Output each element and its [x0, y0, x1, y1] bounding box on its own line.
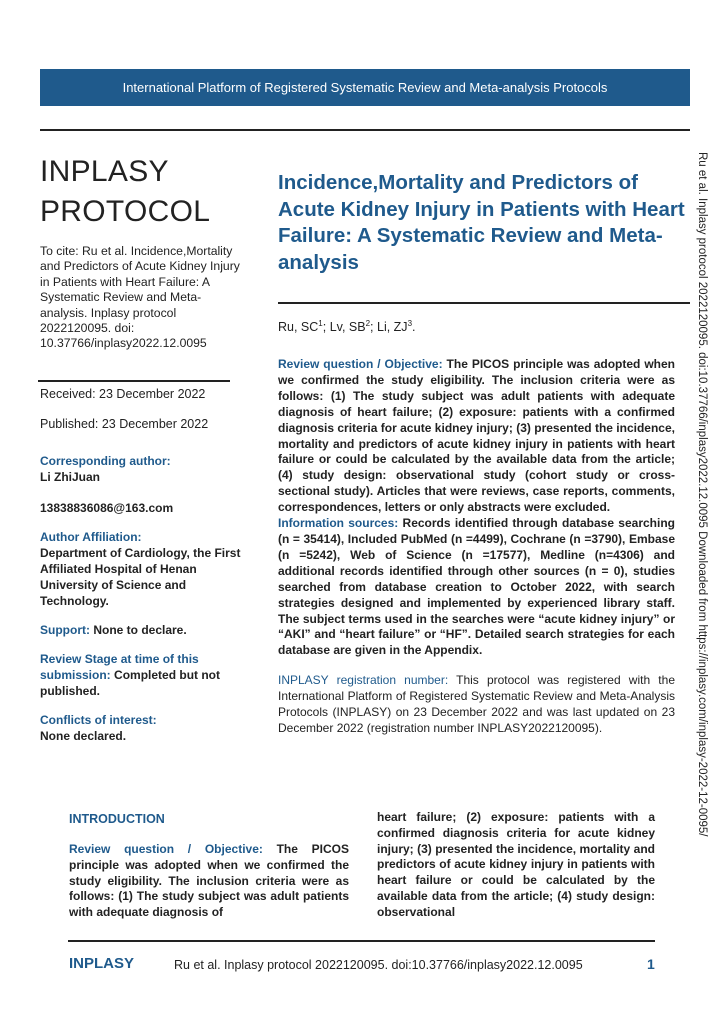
author-affiliation [40, 529, 245, 609]
received-date: Received: 23 December 2022 [40, 387, 206, 401]
side-note-text: Ru et al. Inplasy protocol 2022120095. doi:10.37766/inplasy2022.12.0095 Downloaded from https://inplasy.com/inplasy-2022-12-0095/ [696, 152, 708, 837]
support-value: None to declare. [90, 623, 187, 637]
footer-divider [68, 940, 655, 942]
intro-column-2: heart failure; (2) exposure: patients with a confirmed diagnosis criteria for acute kidney injury; (3) presented the incidence, mortality and predictors of acute kidney injury in patients with heart failure or could be calculated by the available data from the article; (4) study design: observational [377, 810, 655, 919]
author-list [278, 319, 416, 334]
affil-label: Author Affiliation: [40, 530, 142, 544]
footer-citation: Ru et al. Inplasy protocol 2022120095. doi:10.37766/inplasy2022.12.0095 [174, 958, 583, 972]
dates-block [40, 386, 208, 446]
footer-brand: INPLASY [69, 955, 135, 972]
brand-line-2: PROTOCOL [40, 195, 211, 228]
review-stage [40, 651, 245, 699]
author-2: ; Lv, SB [322, 320, 366, 335]
article-title: Incidence,Mortality and Predictors of Acute Kidney Injury in Patients with Heart Failure: A Systematic Review and Meta-analysis [278, 171, 685, 274]
author-3: ; Li, ZJ [370, 320, 408, 335]
corr-email[interactable]: 13838836086@163.com [40, 501, 174, 515]
conflicts [40, 712, 245, 744]
abstract-review-question [278, 357, 675, 516]
conflicts-label: Conflicts of interest: [40, 713, 157, 727]
page-number: 1 [647, 956, 655, 972]
review-text: The PICOS principle was adopted when we confirmed the study eligibility. The inclusion criteria were as follows: (1) The study subject was adult patients with adequate diagnosis of heart failure; (2) exposure: patients with a confirmed diagnosis criteria for acute kidney injury; (3) presented the incidence, mortality and predictors of acute kidney injury in patients with heart failure or could be calculated by the available data from the article; (4) study design: observational study (cohort study or cross-sectional study). Articles that were reviews, case reports, comments, correspondences, letters or only abstracts were excluded. [278, 357, 676, 515]
published-date: Published: 23 December 2022 [40, 417, 209, 431]
header-divider [40, 129, 690, 131]
review-label: Review question / Objective: [278, 357, 443, 371]
author-meta [40, 453, 245, 757]
citation-text: To cite: Ru et al. Incidence,Mortality and Predictors of Acute Kidney Injury in Patients with Heart Failure: A Systematic Review and Meta-analysis. Inplasy protocol 2022120095. doi: 10.37766/inplasy2022.12.0095 [40, 244, 240, 351]
corr-label: Corresponding author: [40, 454, 171, 468]
stage-value: Completed but not published. [40, 668, 221, 698]
corresponding-author [40, 453, 245, 516]
intro-label: Review question / Objective: [69, 842, 263, 856]
protocol-brand [40, 152, 210, 232]
reg-text: This protocol was registered with the International Platform of Registered Systematic Review and Meta-Analysis Protocols (INPLASY) on 23 December 2022 and was last updated on 23 December 2022 (registration number INPLASY2022120095). [278, 673, 675, 735]
brand-line-1: INPLASY [40, 155, 169, 188]
info-text: Records identified through database searching (n = 35414), Included PubMed (n =4499), Cochrane (n =3790), Embase (n =5242), Web of Science (n =17577), Medline (n=4306) and additional records identified through other sources (n = 0), studies searched from database creation to October 2022, with search strategies designed and implemented by experienced library staff. The subject terms used in the searches were “acute kidney injury” or “AKI” and “heart failure” or “HF”. Detailed search strategies for each database are given in the Appendix. [278, 516, 675, 658]
affil-sup-3: 3 [407, 319, 413, 328]
intro-col1-text: The PICOS principle was adopted when we confirmed the study eligibility. The inclusion criteria were as follows: (1) The study subject was adult patients with adequate diagnosis of [69, 842, 349, 920]
support-label: Support: [40, 623, 90, 637]
reg-label: INPLASY registration number: [278, 673, 449, 688]
author-end: . [412, 320, 416, 335]
affil-sup-2: 2 [365, 319, 371, 328]
intro-column-1 [69, 842, 349, 921]
abstract [278, 357, 675, 737]
left-divider [38, 380, 230, 382]
affil-sup-1: 1 [318, 319, 323, 328]
abstract-registration [278, 673, 675, 737]
side-download-note [696, 152, 724, 1002]
abstract-information-sources [278, 516, 675, 659]
journal-banner: International Platform of Registered Systematic Review and Meta-analysis Protocols [40, 69, 690, 106]
corr-name: Li ZhiJuan [40, 470, 100, 484]
introduction-heading: INTRODUCTION [69, 812, 165, 826]
title-divider [278, 302, 690, 304]
affil-value: Department of Cardiology, the First Affiliated Hospital of Henan University of Science and Technology. [40, 546, 241, 608]
conflicts-value: None declared. [40, 729, 127, 743]
author-1: Ru, SC [278, 320, 319, 335]
stage-label: Review Stage at time of this submission: [40, 652, 199, 682]
support [40, 622, 245, 638]
info-label: Information sources: [278, 516, 399, 531]
